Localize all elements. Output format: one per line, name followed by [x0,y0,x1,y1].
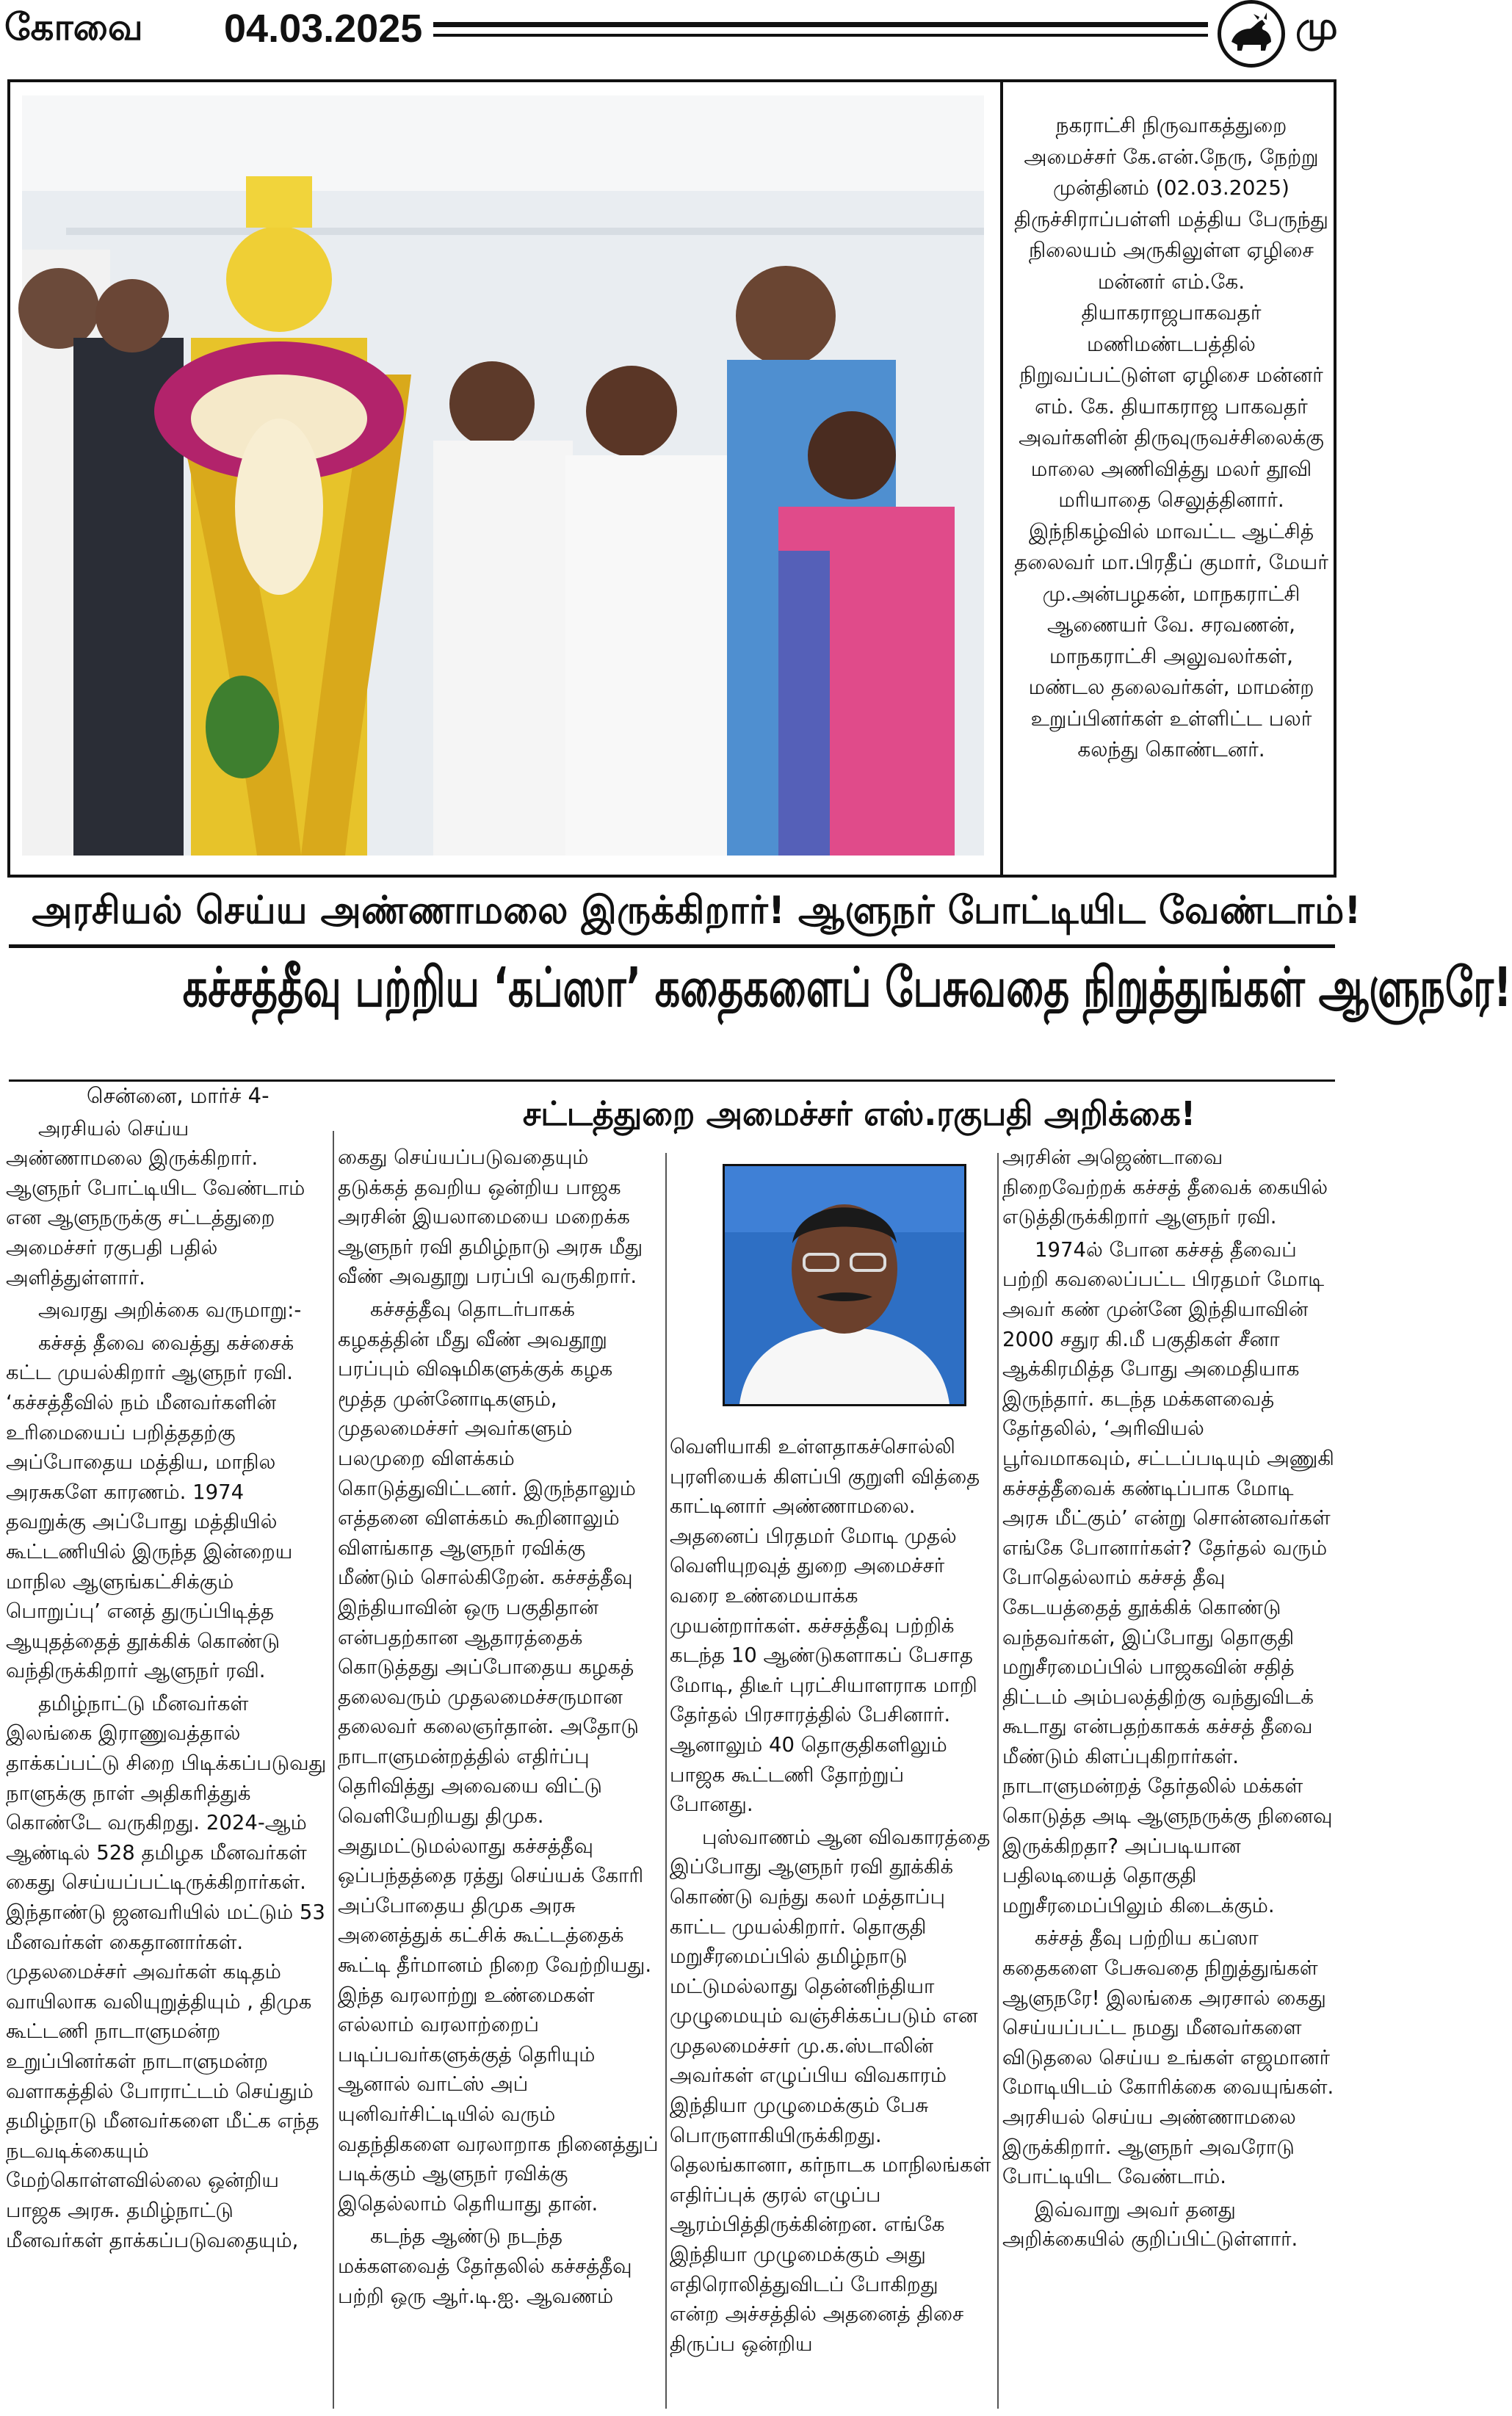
paragraph: புஸ்வாணம் ஆன விவகாரத்தை இப்போது ஆளுநர் ரவி தூக்கிக் கொண்டு வந்து கலர் மத்தாப்பு காட்ட முயல்கிறார். தொகுதி மறுசீரமைப்பில் தமிழ்நாடு மட்டுமல்லாது தென்னிந்தியா முழுமையும் வஞ்சிக்கப்படும் என முதலமைச்சர் மு.க.ஸ்டாலின் அவர்கள் எழுப்பிய விவகாரம் இந்தியா முழுமைக்கும் பேசு பொருளாகியிருக்கிறது. தெலங்கானா, கர்நாடக மாநிலங்கள் எதிர்ப்புக் குரல் எழுப்ப ஆரம்பித்திருக்கின்றன. எங்கே இந்தியா முழுமைக்கும் அது எதிரொலித்துவிடப் போகிறது என்ற அச்சத்தில் அதனைத் திசை திருப்ப ஒன்றிய [670,1825,991,2356]
paragraph: கச்சத் தீவை வைத்து கச்சைக் கட்ட முயல்கிறார் ஆளுநர் ரவி. ‘கச்சத்தீவில் நம் மீனவர்களின் உரிமையைப் பறித்ததற்கு அப்போதைய மத்திய, மாநில அரசுகளே காரணம். 1974 தவறுக்கு அப்போது மத்தியில் கூட்டணியில் இருந்த இன்றைய மாநில ஆளுங்கட்சிக்கும் பொறுப்பு’ எனத் துருப்பிடித்த ஆயுதத்தைத் தூக்கிக் கொண்டு வந்திருக்கிறார் ஆளுநர் ரவி. [6,1331,294,1683]
article-column-1 [6,1081,329,2258]
headline-rule [9,944,1335,948]
paragraph: இவ்வாறு அவர் தனது அறிக்கையில் குறிப்பிட்டுள்ளார். [1002,2197,1298,2252]
paragraph: கடந்த ஆண்டு நடந்த மக்களவைத் தேர்தலில் கச்சத்தீவு பற்றி ஒரு ஆர்.டி.ஐ. ஆவணம் [338,2224,632,2308]
masthead-rule-thin [433,34,1208,37]
masthead [0,0,1344,70]
paragraph: தமிழ்நாட்டு மீனவர்கள் இலங்கை இராணுவத்தால் தாக்கப்பட்டு சிறை பிடிக்கப்படுவது நாளுக்கு நாள் அதிகரித்துக் கொண்டே வருகிறது. 2024-ஆம் ஆண்டில் 528 தமிழக மீனவர்கள் கைது செய்யப்பட்டிருக்கிறார்கள். இந்தாண்டு ஜனவரியில் மட்டும் 53 மீனவர்கள் கைதானார்கள். முதலமைச்சர் அவர்கள் கடிதம் வாயிலாக வலியுறுத்தியும் , திமுக கூட்டணி நாடாளுமன்ற உறுப்பினர்கள் நாடாளுமன்ற வளாகத்தில் போராட்டம் செய்தும் தமிழ்நாடு மீனவர்களை மீட்க எந்த நடவடிக்கையும் மேற்கொள்ளவில்லை ஒன்றிய பாஜக அரசு. தமிழ்நாட்டு மீனவர்கள் தாக்கப்படுவதையும், [6,1691,327,2252]
edition-city: கோவை [4,6,143,48]
paragraph: அரசின் அஜெண்டாவை நிறைவேற்றக் கச்சத் தீவைக் கையில் எடுத்திருக்கிறார் ஆளுநர் ரவி. [1002,1146,1328,1229]
statue-garlanding-photo [22,95,984,856]
paragraph: கச்சத்தீவு தொடர்பாகக் கழகத்தின் மீது வீண் அவதூறு பரப்பும் விஷமிகளுக்குக் கழக மூத்த முன்னோடிகளும், முதலமைச்சர் அவர்களும் பலமுறை விளக்கம் கொடுத்துவிட்டனர். இருந்தாலும் எத்தனை விளக்கம் கூறினாலும் விளங்காத ஆளுநர் ரவிக்கு மீண்டும் சொல்கிறேன். கச்சத்தீவு இந்தியாவின் ஒரு பகுதிதான் என்பதற்கான ஆதாரத்தைக் கொடுத்தது அப்போதைய கழகத் தலைவரும் முதலமைச்சருமான தலைவர் கலைஞர்தான். அதோடு நாடாளுமன்றத்தில் எதிர்ப்பு தெரிவித்து அவையை விட்டு வெளியேறியது திமுக. அதுமட்டுமல்லாது கச்சத்தீவு ஒப்பந்தத்தை ரத்து செய்யக் கோரி அப்போதைய திமுக அரசு அனைத்துக் கட்சிக் கூட்டத்தைக் கூட்டி தீர்மானம் நிறை வேற்றியது. இந்த வரலாற்று உண்மைகள் எல்லாம் வரலாற்றைப் படிப்பவர்களுக்குத் தெரியும் ஆனால் வாட்ஸ் அப் யுனிவர்சிட்டியில் வரும் வதந்திகளை வரலாறாக நினைத்துப் படிக்கும் ஆளுநர் ரவிக்கு இதெல்லாம் தெரியாது தான். [338,1297,659,2216]
caption-divider [1000,79,1003,878]
article-column-3 [670,1432,993,2362]
main-headline: கச்சத்தீவு பற்றிய ‘கப்ஸா’ கதைகளைப் பேசுவதை நிறுத்துங்கள் ஆளுநரே! [182,956,1512,1019]
column-separator [997,1153,999,2409]
masthead-title-fragment: மு [1295,4,1338,48]
dateline: சென்னை, மார்ச் 4- [87,1083,270,1108]
photo-caption: நகராட்சி நிருவாகத்துறை அமைச்சர் கே.என்.நேரு, நேற்று முன்தினம் (02.03.2025) திருச்சிராப்பள்ளி மத்திய பேருந்து நிலையம் அருகிலுள்ள ஏழிசை மன்னர் எம்.கே. தியாகராஜபாகவதர் மணிமண்டபத்தில் நிறுவப்பட்டுள்ள ஏழிசை மன்னர் எம். கே. தியாகராஜ பாகவதர் அவர்களின் திருவுருவச்சிலைக்கு மாலை அணிவித்து மலர் தூவி மரியாதை செலுத்தினார். இந்நிகழ்வில் மாவட்ட ஆட்சித் தலைவர் மா.பிரதீப் குமார், மேயர் மு.அன்பழகன், மாநகராட்சி ஆணையர் வே. சரவணன், மாநகராட்சி அலுவலர்கள், மண்டல தலைவர்கள், மாமன்ற உறுப்பினர்கள் உள்ளிட்ட பலர் கலந்து கொண்டனர். [1014,113,1328,762]
paragraph: வெளியாகி உள்ளதாகச்சொல்லி புரளியைக் கிளப்பி குறுளி வித்தை காட்டினார் அண்ணாமலை. அதனைப் பிரதமர் மோடி முதல் வெளியுறவுத் துறை அமைச்சர் வரை உண்மையாக்க முயன்றார்கள். கச்சத்தீவு பற்றிக் கடந்த 10 ஆண்டுகளாகப் பேசாத மோடி, திடீர் புரட்சியாளராக மாறி தேர்தல் பிரசாரத்தில் பேசினார். ஆனாலும் 40 தொகுதிகளிலும் பாஜக கூட்டணி தோற்றுப் போனது. [670,1435,980,1817]
sub-headline: சட்டத்துறை அமைச்சர் எஸ்.ரகுபதி அறிக்கை! [522,1094,1196,1133]
minister-portrait-photo [723,1164,966,1406]
masthead-rule [433,22,1208,27]
kicker-headline: அரசியல் செய்ய அண்ணாமலை இருக்கிறார்! ஆளுநர் போட்டியிட வேண்டாம்! [32,889,1361,933]
article-column-4 [1002,1143,1336,2257]
paragraph: கைது செய்யப்படுவதையும் தடுக்கத் தவறிய ஒன்றிய பாஜக அரசின் இயலாமையை மறைக்க ஆளுநர் ரவி தமிழ்நாடு அரசு மீது வீண் அவதூறு பரப்பி வருகிறார். [338,1146,643,1289]
column-separator [333,1131,334,2409]
edition-date: 04.03.2025 [224,7,423,51]
paragraph: அரசியல் செய்ய அண்ணாமலை இருக்கிறார். ஆளுநர் போட்டியிட வேண்டாம் என ஆளுநருக்கு சட்டத்துறை அமைச்சர் ரகுபதி பதில் அளித்துள்ளார். [6,1116,305,1290]
column-separator [665,1153,667,2409]
bull-logo-icon [1218,0,1285,68]
paragraph: அவரது அறிக்கை வருமாறு:- [38,1298,302,1323]
paragraph: 1974ல் போன கச்சத் தீவைப் பற்றி கவலைப்பட்ட பிரதமர் மோடி அவர் கண் முன்னே இந்தியாவின் 2000 சதுர கி.மீ பகுதிகள் சீனா ஆக்கிரமித்த போது அமைதியாக இருந்தார். கடந்த மக்களவைத் தேர்தலில், ‘அரிவியல் பூர்வமாகவும், சட்டப்படியும் அணுகி கச்சத்தீவைக் கண்டிப்பாக மோடி அரசு மீட்கும்’ என்று சொன்னவர்கள் எங்கே போனார்கள்? தேர்தல் வரும் போதெல்லாம் கச்சத் தீவு கேடயத்தைத் தூக்கிக் கொண்டு வந்தவர்கள், இப்போது தொகுதி மறுசீரமைப்பில் பாஜகவின் சதித் திட்டம் அம்பலத்திற்கு வந்துவிடக் கூடாது என்பதற்காகக் கச்சத் தீவை மீண்டும் கிளப்புகிறார்கள். நாடாளுமன்றத் தேர்தலில் மக்கள் கொடுத்த அடி ஆளுநருக்கு நினைவு இருக்கிறதா? அப்படியான பதிலடியைத் தொகுதி மறுசீரமைப்பிலும் கிடைக்கும். [1002,1237,1334,1917]
article-column-2 [338,1143,662,2314]
paragraph: கச்சத் தீவு பற்றிய கப்ஸா கதைகளை பேசுவதை நிறுத்துங்கள் ஆளுநரே! இலங்கை அரசால் கைது செய்யப்பட்ட நமது மீனவர்களை விடுதலை செய்ய உங்கள் எஜமானர் மோடியிடம் கோரிக்கை வையுங்கள். அரசியல் செய்ய அண்ணாமலை இருக்கிறார். ஆளுநர் அவரோடு போட்டியிட வேண்டாம். [1002,1926,1334,2189]
